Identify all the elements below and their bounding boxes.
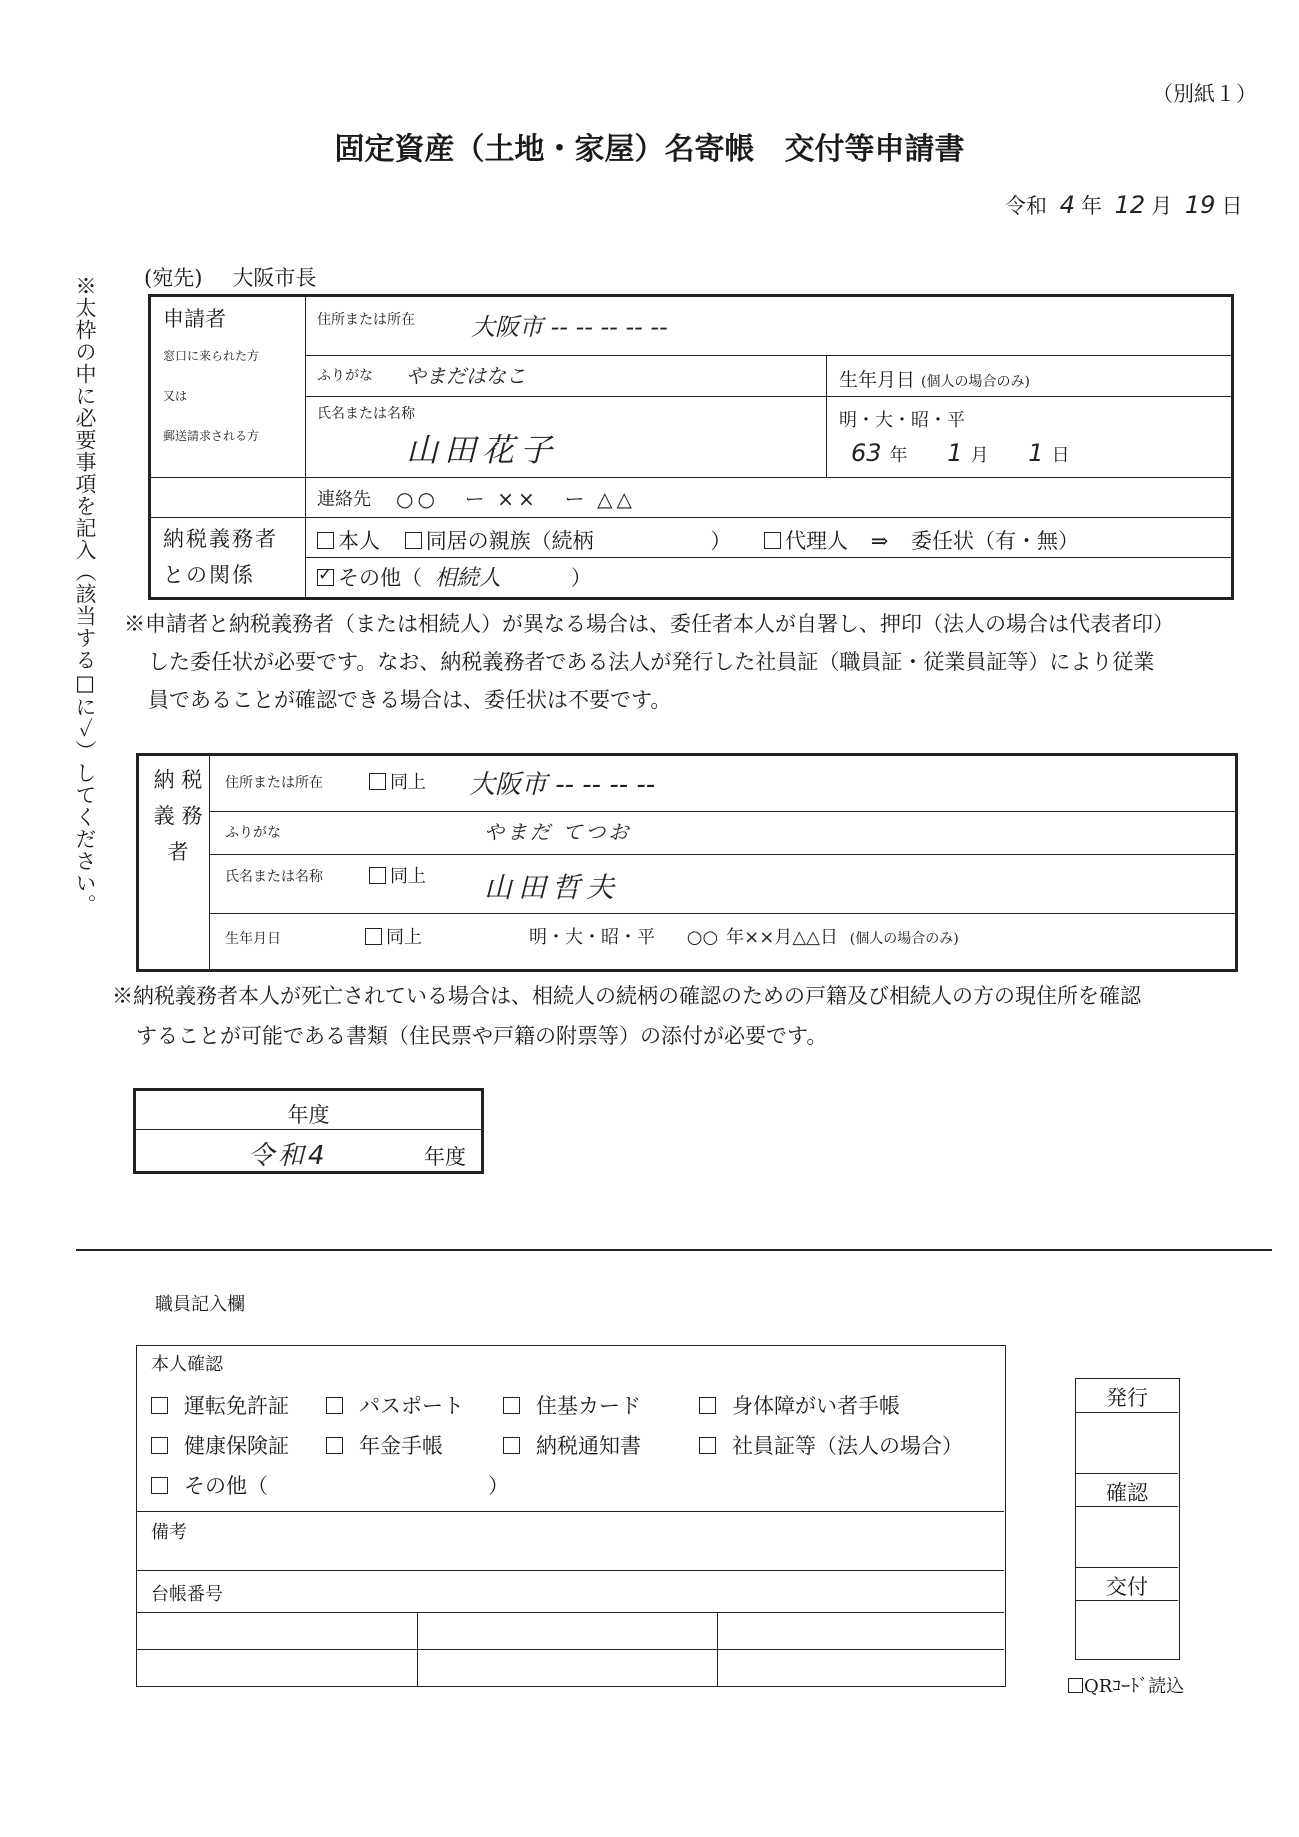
date-day: 19 bbox=[1184, 191, 1216, 219]
staff-entry-table: 本人確認 運転免許証 パスポート 住基カード 身体障がい者手帳 健康保険証 年金手帳 納税通知書 社員証等（法人の場合） その他（ ） 備考 台帳番号 bbox=[136, 1345, 1006, 1687]
taxpayer-furigana-value[interactable]: やまだ てつお bbox=[484, 820, 632, 844]
taxpayer-birth-date[interactable]: 明・大・昭・平 ○○ 年××月△△日 (個人の場合のみ) bbox=[529, 927, 959, 948]
relation-family-checkbox[interactable]: 同居の親族（続柄 bbox=[405, 529, 594, 553]
addressee: (宛先) 大阪市長 bbox=[144, 266, 317, 290]
staff-separator bbox=[76, 1249, 1272, 1251]
applicant-birth-date[interactable]: 63 年 1 月 1 日 bbox=[851, 439, 1070, 467]
page-title: 固定資産（土地・家屋）名寄帳 交付等申請書 bbox=[334, 132, 965, 167]
id-option[interactable]: 住基カード bbox=[503, 1390, 641, 1420]
taxpayer-birth-same-checkbox[interactable]: 同上 bbox=[365, 923, 422, 949]
qr-read-checkbox[interactable]: QRｺｰﾄﾞ読込 bbox=[1068, 1672, 1184, 1698]
id-option[interactable]: 年金手帳 bbox=[326, 1430, 443, 1460]
taxpayer-name-same-checkbox[interactable]: 同上 bbox=[369, 862, 426, 888]
taxpayer-name-value[interactable]: 山田哲夫 bbox=[484, 871, 621, 904]
relation-other-value: 相続人 bbox=[434, 566, 501, 591]
applicant-address-value[interactable]: 大阪市 ‐‐ ‐‐ ‐‐ ‐‐ ‐‐ bbox=[471, 313, 668, 341]
applicant-section: 申請者 窓口に来られた方 又は 郵送請求される方 住所または所在 大阪市 ‐‐ ‐‐ ‐‐ ‐‐ ‐‐ ふりがな やまだはなこ 氏名または名称 山田花子 生年月日 (個人の場合のみ) 明・大・昭・平 63 年 1 月 1 日 連絡先 ○○ ー ×× ー △△ 納税義務者 との関係 本人 同居の親族（続柄 ） 代理人 ⇒ 委任状（有・無） ✓その他（ 相続人 ） bbox=[148, 294, 1234, 600]
id-option[interactable]: 社員証等（法人の場合） bbox=[699, 1430, 963, 1460]
applicant-heading: 申請者 bbox=[163, 307, 226, 331]
id-option[interactable]: 身体障がい者手帳 bbox=[699, 1390, 900, 1420]
document-reference: （別紙１） bbox=[1152, 82, 1257, 106]
fiscal-year-box: 年度 令和4 年度 bbox=[133, 1088, 484, 1174]
relation-other-checkbox[interactable]: ✓その他（ 相続人 ） bbox=[317, 561, 592, 592]
side-instruction: ※太枠の中に必要事項を記入（該当する□に✓）してください。 bbox=[73, 275, 97, 916]
applicant-era-options[interactable]: 明・大・昭・平 bbox=[839, 410, 965, 431]
taxpayer-address-value[interactable]: 大阪市 ‐‐ ‐‐ ‐‐ ‐‐ bbox=[469, 770, 656, 800]
taxpayer-address-same-checkbox[interactable]: 同上 bbox=[369, 768, 426, 794]
applicant-furigana-value[interactable]: やまだはなこ bbox=[406, 364, 526, 388]
identity-other-checkbox[interactable]: その他（ ） bbox=[151, 1470, 509, 1500]
date-month: 12 bbox=[1114, 191, 1146, 219]
relation-options: 本人 同居の親族（続柄 ） 代理人 ⇒ 委任状（有・無） bbox=[317, 525, 1079, 555]
relation-agent-checkbox[interactable]: 代理人 bbox=[764, 529, 848, 553]
note-proxy: ※申請者と納税義務者（または相続人）が異なる場合は、委任者本人が自署し、押印（法人の場合は代表者印） した委任状が必要です。なお、納税義務者である法人が発行した社員証（職員証・従業員証等）により従業 員であることが確認できる場合は、委任状は不要です。 bbox=[124, 612, 1174, 712]
applicant-contact-value[interactable]: ○○ ー ×× ー △△ bbox=[396, 487, 636, 511]
stamp-boxes bbox=[1075, 1378, 1180, 1660]
id-option[interactable]: 健康保険証 bbox=[151, 1434, 289, 1458]
deliver-stamp-label: 交付 bbox=[1106, 1575, 1148, 1599]
staff-heading: 職員記入欄 bbox=[155, 1294, 245, 1315]
note-deceased: ※納税義務者本人が死亡されている場合は、相続人の続柄の確認のための戸籍及び相続人の方の現住所を確認 することが可能である書類（住民票や戸籍の附票等）の添付が必要です。 bbox=[112, 984, 1141, 1048]
ledger-label: 台帳番号 bbox=[151, 1584, 223, 1605]
application-date: 令和 4 年 12 月 19 日 bbox=[1005, 191, 1243, 219]
date-year: 4 bbox=[1059, 191, 1075, 219]
relation-self-checkbox[interactable]: 本人 bbox=[317, 529, 380, 553]
applicant-name-value[interactable]: 山田花子 bbox=[406, 431, 559, 469]
taxpayer-heading: 納 税 義 務 者 bbox=[153, 768, 203, 864]
remarks-label: 備考 bbox=[151, 1522, 187, 1543]
identity-row-2 bbox=[151, 1430, 963, 1460]
id-option[interactable]: パスポート bbox=[326, 1390, 464, 1420]
date-era: 令和 bbox=[1005, 194, 1047, 218]
id-option[interactable]: 運転免許証 bbox=[151, 1394, 289, 1418]
issue-stamp-label: 発行 bbox=[1106, 1386, 1148, 1410]
fiscal-year-value[interactable]: 令和4 bbox=[248, 1141, 329, 1171]
identity-row-1 bbox=[151, 1390, 900, 1420]
confirm-stamp-label: 確認 bbox=[1106, 1481, 1148, 1505]
taxpayer-section: 納 税 義 務 者 住所または所在 同上 大阪市 ‐‐ ‐‐ ‐‐ ‐‐ ふりがな やまだ てつお 氏名または名称 同上 山田哲夫 生年月日 同上 明・大・昭・平 ○○ 年××月△△日 (個人の場合のみ) bbox=[136, 753, 1238, 972]
id-option[interactable]: 納税通知書 bbox=[503, 1430, 641, 1460]
